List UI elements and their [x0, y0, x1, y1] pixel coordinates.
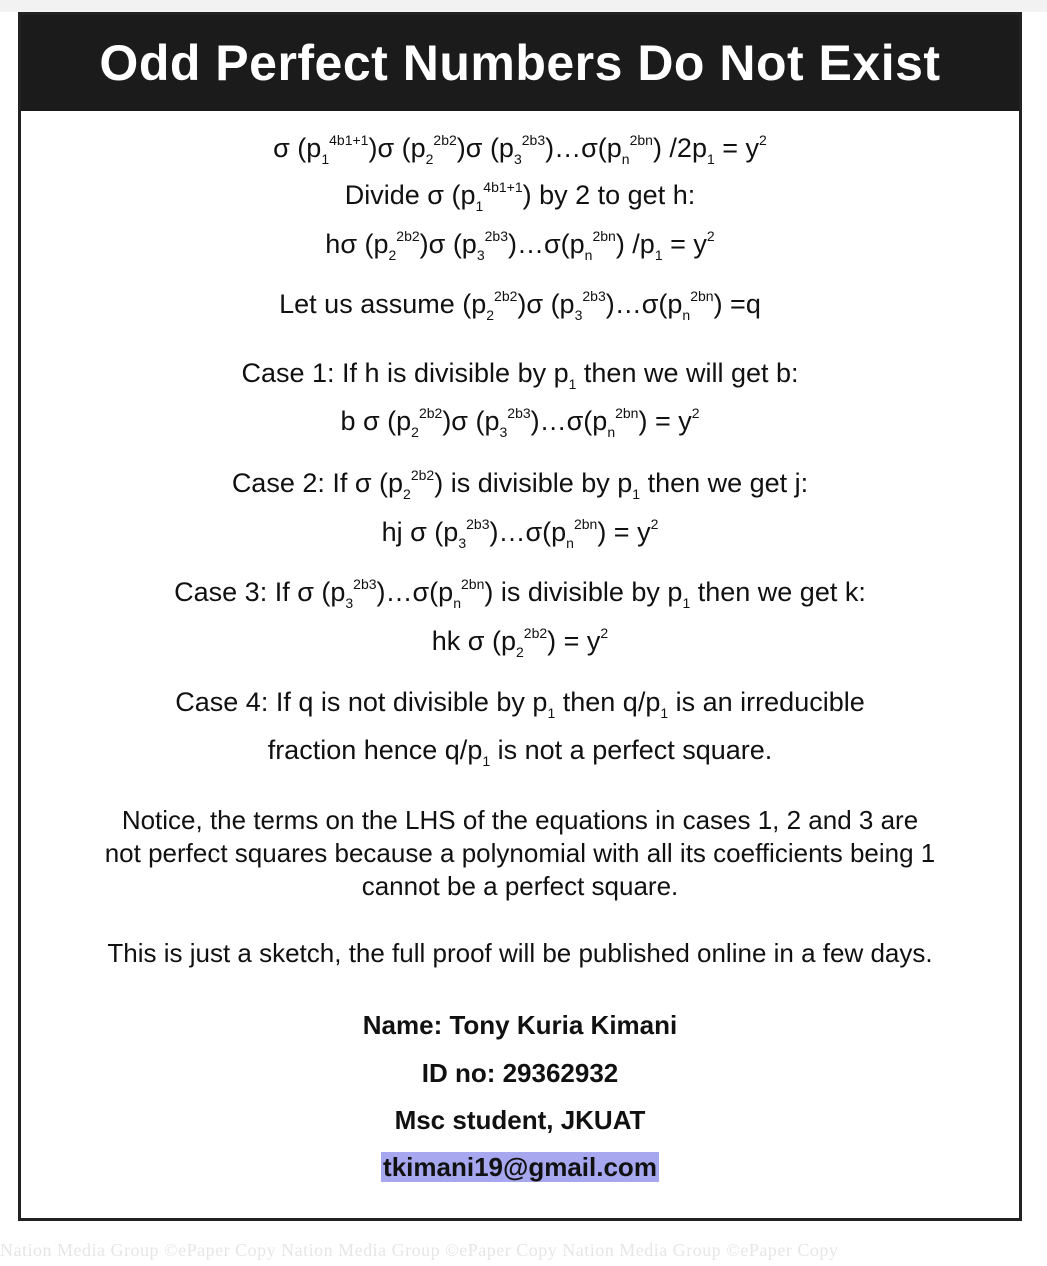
announcement-card — [18, 12, 1022, 1221]
case-1-equation: b σ $(p_2^{2b2})\sigma$ $(p_3^{2b3})\dots\sigma(p_n^{2bn}) = y^2$ — [340, 405, 700, 440]
top-strip — [0, 0, 1047, 12]
notice-line-1: Notice, the terms on the LHS of the equations in cases 1, 2 and 3 are — [121, 805, 919, 835]
notice-line-2: not perfect squares because a polynomial with all its coefficients being 1 — [104, 838, 936, 868]
assumption-q: Let us assume $(p_2^{2b2})\sigma$ $(p_3^{2b3})\dots\sigma(p_n^{2bn}) =q$ — [279, 288, 761, 323]
case-2-equation: hj σ $(p_3^{2b3})\dots\sigma(p_n^{2bn}) = y^2$ — [381, 516, 659, 551]
title-bar — [21, 15, 1019, 111]
case-1-statement: Case 1: If h is divisible by $p_1$ then we will get b: — [241, 358, 799, 392]
sketch-note: This is just a sketch, the full proof will be published online in a few days. — [107, 938, 933, 968]
case-3-equation: hk σ $(p_2^{2b2}) = y^2$ — [431, 625, 609, 660]
case-4-conclusion: fraction hence $q/p_1$ is not a perfect square. — [267, 735, 773, 769]
author-id: ID no: 29362932 — [421, 1058, 619, 1088]
case-3-statement: Case 3: If σ $(p_3^{2b3})\dots\sigma(p_n^{2bn})$ is divisible by $p_1$ then we get k: — [174, 576, 866, 611]
author-email-link[interactable]: tkimani19@gmail.com — [383, 1152, 657, 1182]
author-affiliation: Msc student, JKUAT — [394, 1105, 646, 1135]
page-title: Odd Perfect Numbers Do Not Exist — [99, 35, 941, 91]
notice-line-3: cannot be a perfect square. — [361, 871, 679, 901]
case-2-statement: Case 2: If σ $(p_2^{2b2})$ is divisible by $p_1$ then we get j: — [231, 467, 809, 502]
equation-h: hσ $(p_2^{2b2})\sigma$ $(p_3^{2b3})\dots\sigma(p_n^{2bn}) /p_1 = y^2$ — [325, 228, 715, 263]
equation-main: σ $(p_1^{4b1+1})\sigma$ $(p_2^{2b2})\sigma$ $(p_3^{2b3})\dots\sigma(p_n^{2bn}) /2p_1 = y^2$ — [273, 132, 767, 167]
footer-watermark: Nation Media Group ©ePaper Copy Nation Media Group ©ePaper Copy Nation Media Group ©ePaper Copy — [0, 1240, 839, 1260]
author-name: Name: Tony Kuria Kimani — [362, 1010, 678, 1040]
author-email-row — [21, 1150, 1019, 1184]
case-4-statement: Case 4: If q is not divisible by $p_1$ then $q/p_1$ is an irreducible — [175, 687, 865, 721]
divide-step: Divide σ $(p_1^{4b1+1})$ by 2 to get h: — [344, 179, 696, 214]
